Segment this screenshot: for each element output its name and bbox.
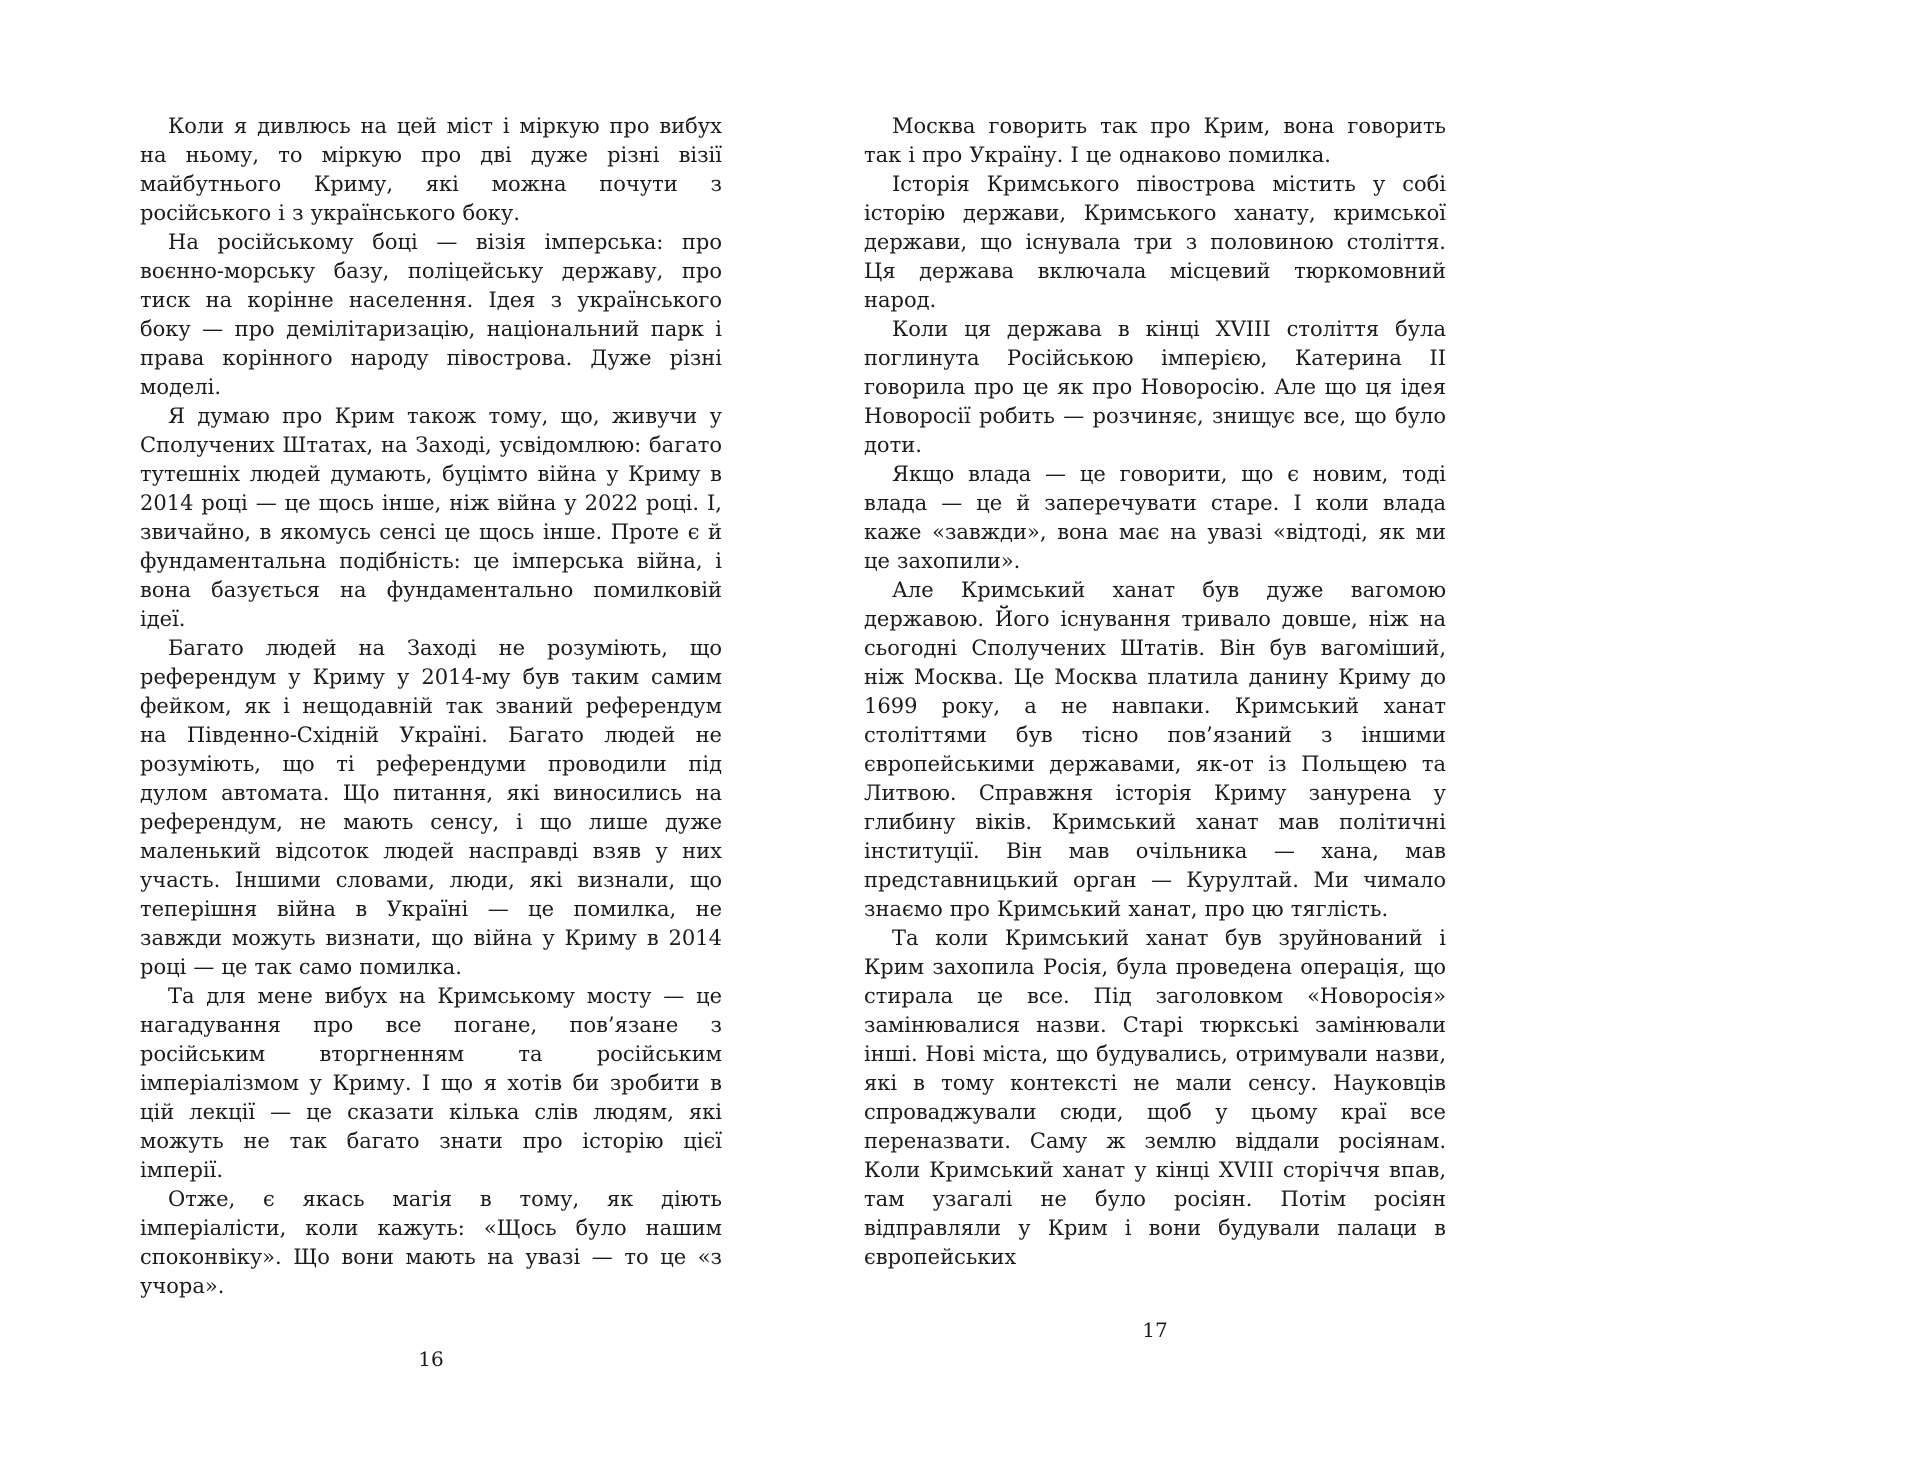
paragraph: Але Кримський ханат був дуже вагомою державою. Його існування тривало довше, ніж на сьогодні Сполучених Штатів. Він був вагоміший, ніж Москва. Це Москва платила данину Криму до 1699 року, а не навпаки. Кримський ханат століттями був тісно пов’язаний з іншими європейськими державами, як-от із Польщею та Литвою. Справжня історія Криму занурена у глибину віків. Кримський ханат мав політичні інституції. Він мав очільника — хана, мав представницький орган — Курултай. Ми чимало знаємо про Кримський ханат, про цю тяглість. [864, 578, 1446, 921]
paragraph: Отже, є якась магія в тому, як діють імперіалісти, коли кажуть: «Щось було нашим споконвіку». Що вони мають на увазі — то це «з учора». [140, 1187, 722, 1298]
paragraph: Я думаю про Крим також тому, що, живучи у Сполучених Штатах, на Заході, усвідомлюю: багато тутешніх людей думають, буцімто війна у Криму в 2014 році — це щось інше, ніж війна у 2022 році. І, звичайно, в якомусь сенсі це щось інше. Проте є й фундаментальна подібність: це імперська війна, і вона базується на фундаментально помилковій ідеї. [140, 404, 722, 631]
page-number-right: 17 [1142, 1318, 1168, 1342]
paragraph: Москва говорить так про Крим, вона говорить так і про Україну. І це однаково помилка. [864, 114, 1446, 167]
page-number-left: 16 [418, 1347, 444, 1371]
book-page-left [140, 112, 722, 1371]
paragraph: Історія Кримського півострова містить у собі історію держави, Кримського ханату, кримської держави, що існувала три з половиною століття. Ця держава включала місцевий тюркомовний народ. [864, 172, 1446, 312]
paragraph: На російському боці — візія імперська: про воєнно-морську базу, поліцейську державу, про тиск на корінне населення. Ідея з українського боку — про демілітаризацію, національний парк і права корінного народу півострова. Дуже різні моделі. [140, 230, 722, 399]
paragraph: Якщо влада — це говорити, що є новим, тоді влада — це й заперечувати старе. І коли влада каже «завжди», вона має на увазі «відтоді, як ми це захопили». [864, 462, 1446, 573]
paragraph: Та для мене вибух на Кримському мосту — це нагадування про все погане, пов’язане з російським вторгненням та російським імперіалізмом у Криму. І що я хотів би зробити в цій лекції — це сказати кілька слів людям, які можуть не так багато знати про історію цієї імперії. [140, 984, 722, 1182]
paragraph: Та коли Кримський ханат був зруйнований і Крим захопила Росія, була проведена операція, що стирала це все. Під заголовком «Новоросія» замінювалися назви. Старі тюркські замінювали інші. Нові міста, що будувались, отримували назви, які в тому контексті не мали сенсу. Науковців спроваджували сюди, щоб у цьому краї все переназвати. Саму ж землю віддали росіянам. Коли Кримський ханат у кінці XVIII сторіччя впав, там узагалі не було росіян. Потім росіян відправляли у Крим і вони будували палаци в європейських [864, 926, 1446, 1269]
text-block-left [140, 112, 722, 1301]
book-page-right [864, 112, 1446, 1342]
text-block-right [864, 112, 1446, 1272]
paragraph: Коли я дивлюсь на цей міст і міркую про вибух на ньому, то міркую про дві дуже різні візії майбутнього Криму, які можна почути з російського і з українського боку. [140, 114, 722, 225]
paragraph: Багато людей на Заході не розуміють, що референдум у Криму у 2014-му був таким самим фейком, як і нещодавній так званий референдум на Південно-Східній Україні. Багато людей не розуміють, що ті референдуми проводили під дулом автомата. Що питання, які виносились на референдум, не мають сенсу, і що лише дуже маленький відсоток людей насправді взяв у них участь. Іншими словами, люди, які визнали, що теперішня війна в Україні — це помилка, не завжди можуть визнати, що війна у Криму в 2014 році — це так само помилка. [140, 636, 722, 979]
paragraph: Коли ця держава в кінці XVIII століття була поглинута Російською імперією, Катерина II говорила про це як про Новоросію. Але що ця ідея Новоросії робить — розчиняє, знищує все, що було доти. [864, 317, 1446, 457]
